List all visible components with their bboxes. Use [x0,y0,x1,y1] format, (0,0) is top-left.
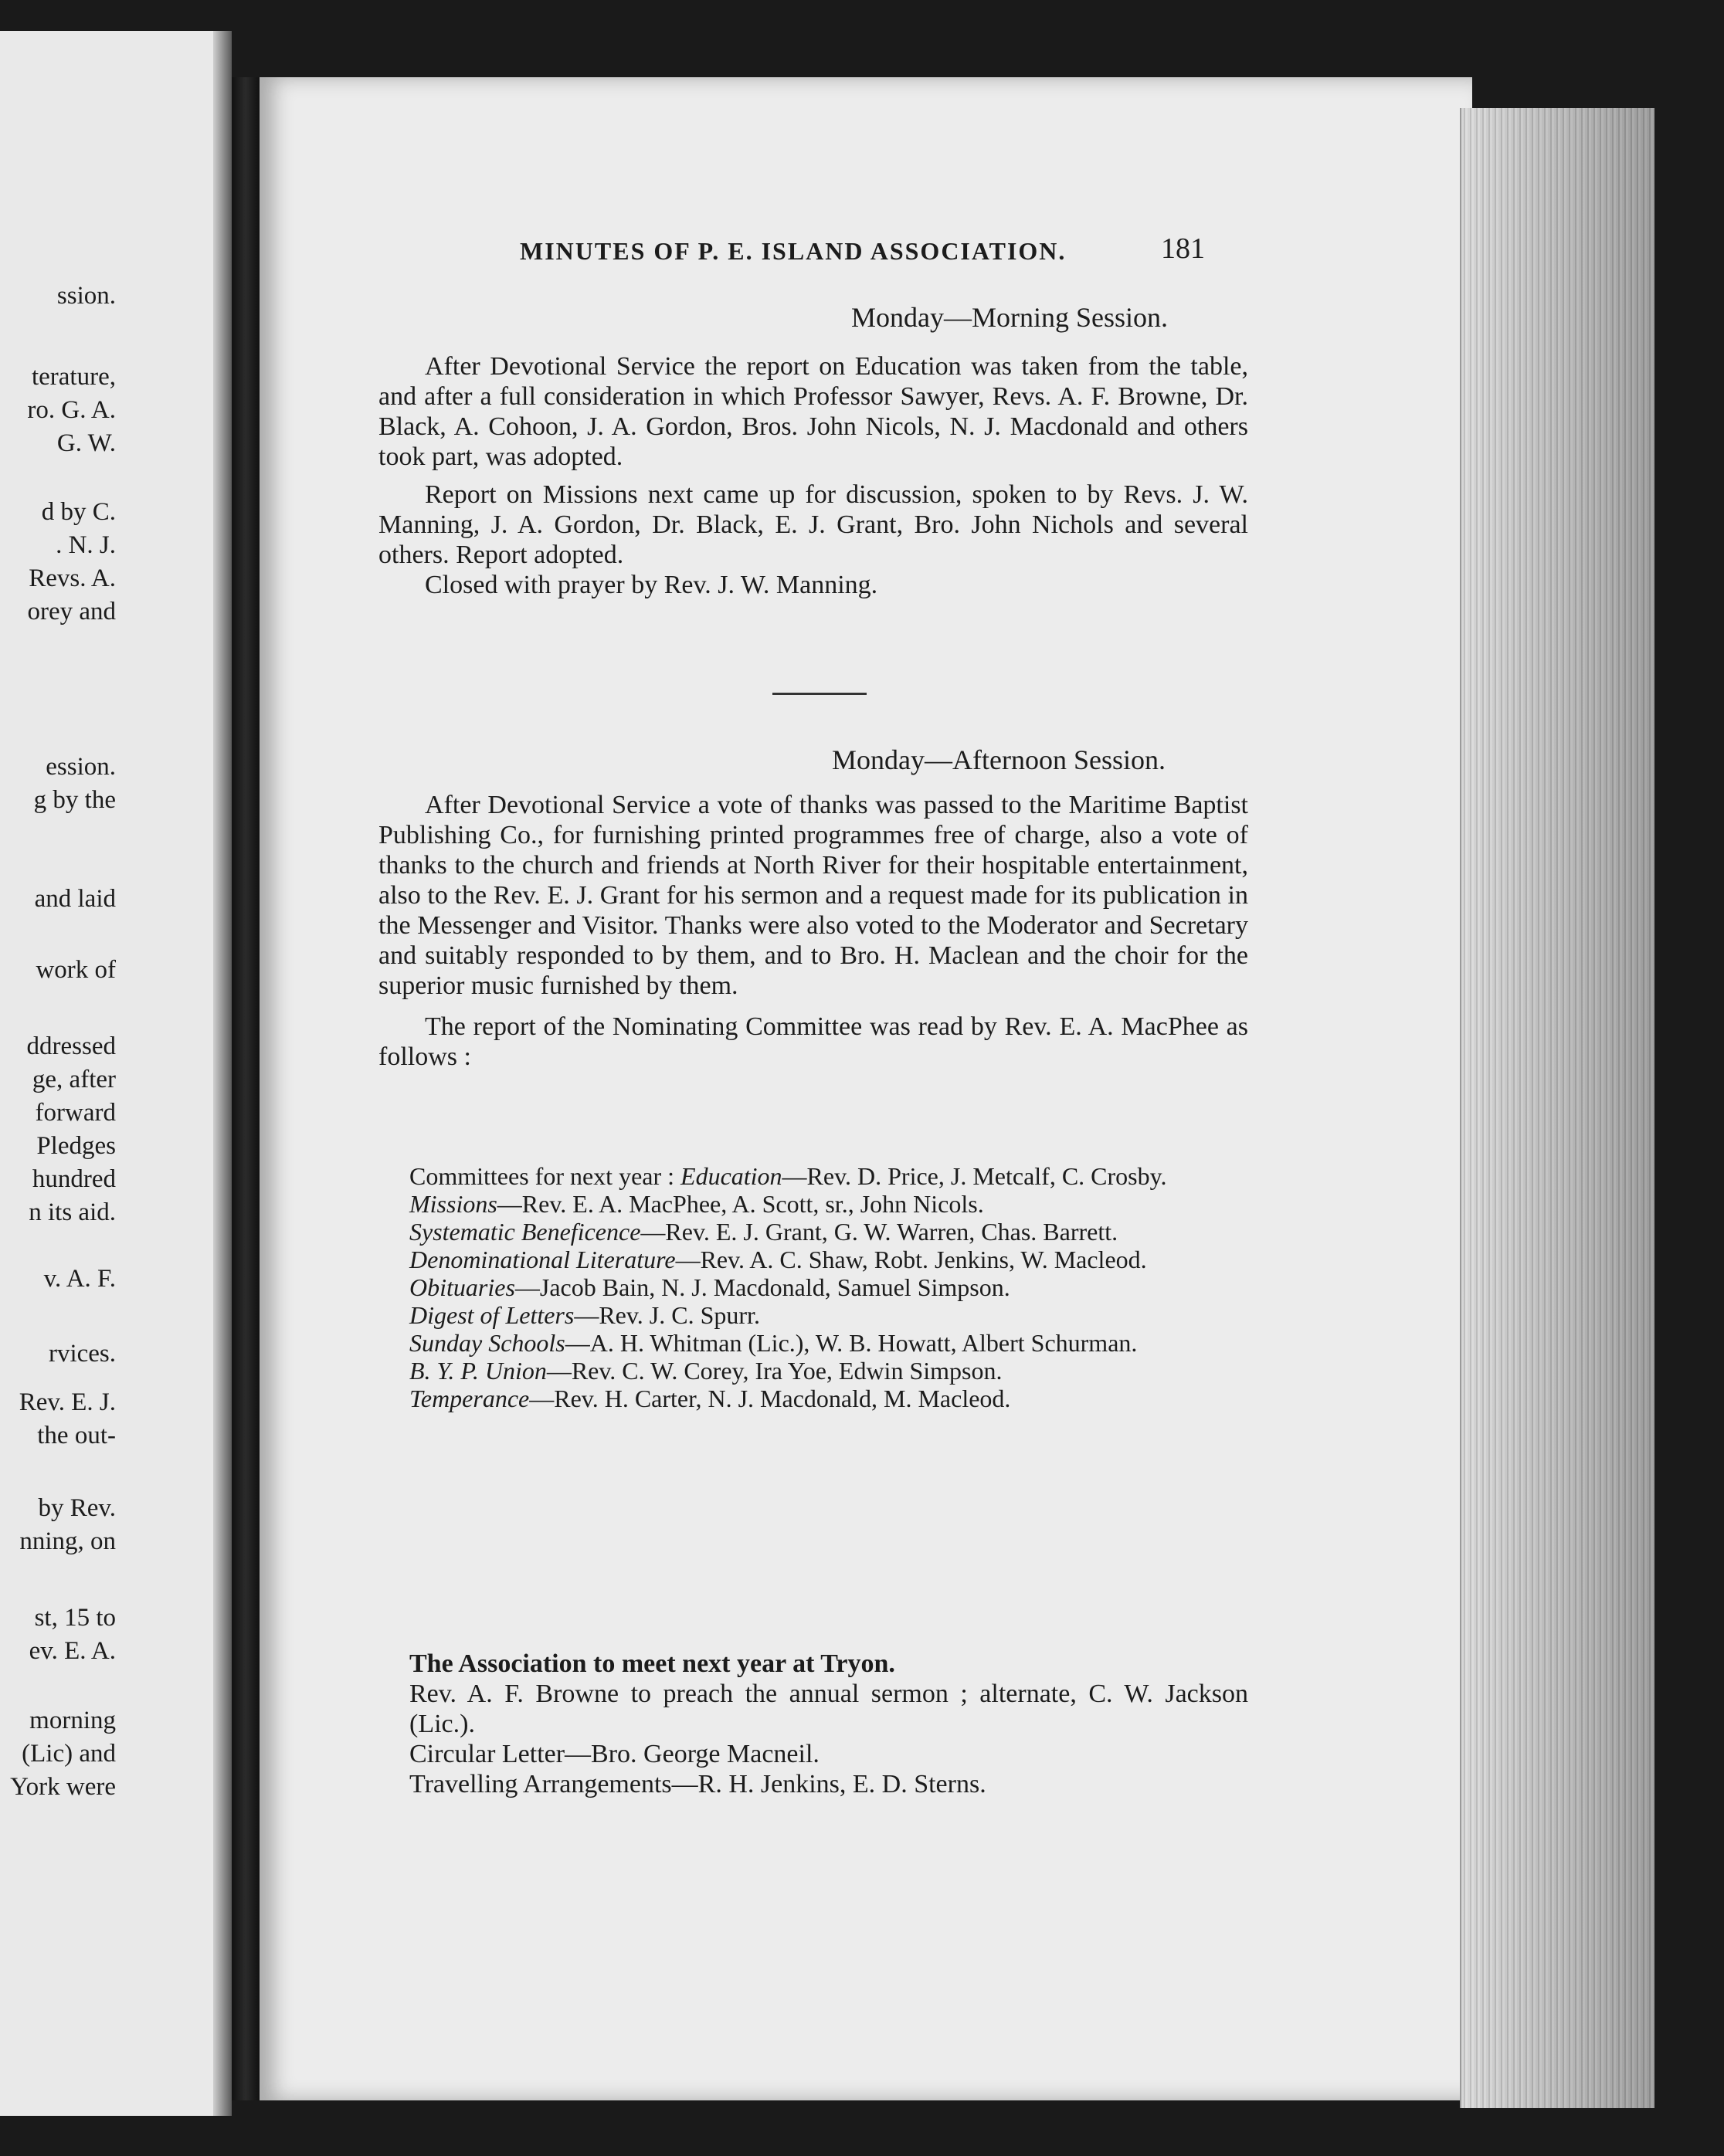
morning-para-3: Closed with prayer by Rev. J. W. Manning. [425,571,878,599]
left-page-line: orey and [27,598,116,625]
committee-bypu: B. Y. P. Union—Rev. C. W. Corey, Ira Yoe, Edwin Simpson. [409,1357,1003,1385]
left-page-line: ro. G. A. [27,396,116,424]
left-page-line: ssion. [56,282,116,310]
closing-block [378,1649,1248,1799]
left-page-line: (Lic) and [22,1740,116,1768]
committee-education: Committees for next year : Education—Rev. D. Price, J. Metcalf, C. Crosby. [409,1162,1167,1190]
morning-session-body [378,351,1248,600]
next-meeting: The Association to meet next year at Tryon. [409,1649,895,1678]
left-page-gutter [213,31,232,2116]
left-page-line: Revs. A. [29,564,116,592]
morning-para-1: After Devotional Service the report on Education was taken from the table, and after a full consideration in which Professor Sawyer, Revs. A. F. Browne, Dr. Black, A. Cohoon, J. A. Gordon, Bros. John Nicols, N. J. Macdonald and others took part, was adopted. [378,352,1248,471]
left-page-line: Rev. E. J. [19,1388,116,1416]
left-page-line: n its aid. [29,1198,116,1226]
book-spine [232,77,260,2100]
circular-letter: Circular Letter—Bro. George Macneil. [409,1740,820,1768]
left-page-line: by Rev. [38,1494,116,1522]
left-page-line: morning [29,1707,116,1734]
left-page-line: ev. E. A. [29,1637,116,1665]
committee-digest: Digest of Letters—Rev. J. C. Spurr. [409,1301,760,1329]
left-page-line: hundred [32,1165,116,1193]
committee-beneficence: Systematic Beneficence—Rev. E. J. Grant, G. W. Warren, Chas. Barrett. [409,1218,1118,1246]
afternoon-para-1: After Devotional Service a vote of thanks was passed to the Maritime Baptist Publishing Co., for furnishing printed programmes free of charge, also a vote of thanks to the church and friends at North River for their hospitable entertainment, also to the Rev. E. J. Grant for his sermon and a request made for its publication in the Messenger and Visitor. Thanks were also voted to the Moderator and Secretary and suitably responded to by them, and to Bro. H. Maclean and the choir for the superior music furnished by them. [378,791,1248,1000]
running-title: MINUTES OF P. E. ISLAND ASSOCIATION. [520,237,1067,265]
left-page-line: York were [10,1773,116,1801]
section-divider [772,693,867,695]
afternoon-session-body [378,790,1248,1072]
afternoon-session-title: Monday—Afternoon Session. [832,744,1166,775]
committee-list [378,1162,1248,1412]
afternoon-para-2: The report of the Nominating Committee was read by Rev. E. A. MacPhee as follows : [378,1012,1248,1071]
committee-temperance: Temperance—Rev. H. Carter, N. J. Macdonald, M. Macleod. [409,1385,1011,1412]
morning-para-2: Report on Missions next came up for discussion, spoken to by Revs. J. W. Manning, J. A. Gordon, Dr. Black, E. J. Grant, Bro. John Nichols and several others. Report adopted. [378,480,1248,569]
left-page-line: forward [35,1099,116,1127]
left-page-line: the out- [37,1422,116,1449]
page-edges [1460,108,1654,2108]
left-page-line: ession. [46,753,116,781]
left-page-line: g by the [33,786,116,814]
left-page-line: st, 15 to [34,1604,116,1632]
left-page-line: G. W. [56,429,116,457]
left-page-line: ddressed [26,1032,116,1060]
left-page-line: nning, on [19,1527,116,1555]
left-page-fragment [0,31,232,2116]
left-page-line: d by C. [41,498,116,526]
left-page-line: and laid [34,885,116,913]
travelling-arrangements: Travelling Arrangements—R. H. Jenkins, E. D. Sterns. [409,1770,986,1798]
left-page-line: v. A. F. [43,1265,116,1293]
annual-sermon: Rev. A. F. Browne to preach the annual sermon ; alternate, C. W. Jackson (Lic.). [409,1680,1248,1738]
left-page-line: rvices. [48,1340,116,1368]
committee-missions: Missions—Rev. E. A. MacPhee, A. Scott, sr., John Nicols. [409,1190,984,1218]
left-page-line: ge, after [32,1066,116,1093]
left-page-line: . N. J. [56,531,116,559]
committee-literature: Denominational Literature—Rev. A. C. Shaw, Robt. Jenkins, W. Macleod. [409,1246,1147,1273]
left-page-line: work of [36,956,116,984]
committee-sunday-schools: Sunday Schools—A. H. Whitman (Lic.), W. B. Howatt, Albert Schurman. [409,1329,1138,1357]
left-page-line: terature, [31,363,116,391]
committee-obituaries: Obituaries—Jacob Bain, N. J. Macdonald, Samuel Simpson. [409,1273,1010,1301]
page-number: 181 [1161,232,1205,265]
left-page-line: Pledges [36,1132,116,1160]
morning-session-title: Monday—Morning Session. [851,302,1169,333]
